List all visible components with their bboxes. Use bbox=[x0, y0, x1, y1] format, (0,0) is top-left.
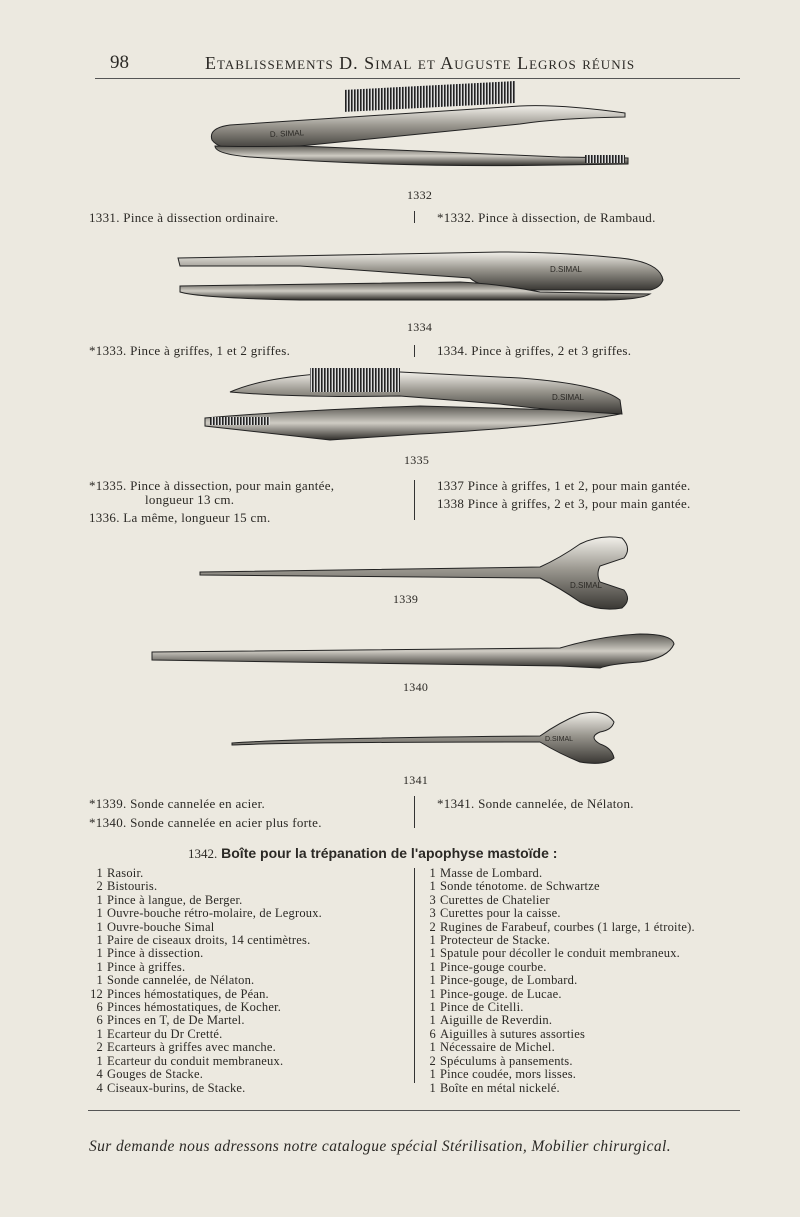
item-label: Protecteur de Stacke. bbox=[440, 933, 551, 948]
box-item bbox=[419, 947, 695, 960]
caption-1341: *1341. Sonde cannelée, de Nélaton. bbox=[437, 796, 634, 811]
item-label: Pince de Citelli. bbox=[440, 1000, 524, 1015]
forceps-1335-illustration bbox=[205, 368, 622, 440]
box-item bbox=[419, 867, 695, 880]
item-label: Ecarteur du Dr Cretté. bbox=[107, 1026, 223, 1041]
item-number-1335: 1335 bbox=[404, 453, 430, 467]
forceps-1334-illustration bbox=[178, 252, 663, 300]
item-quantity: 6 bbox=[96, 1000, 103, 1015]
box-item bbox=[86, 961, 322, 974]
item-label: Curettes de Chatelier bbox=[440, 892, 550, 907]
forceps-1332-illustration bbox=[211, 81, 628, 166]
item-quantity: 1 bbox=[96, 933, 103, 948]
box-item bbox=[86, 988, 322, 1001]
item-quantity: 1 bbox=[96, 1053, 103, 1068]
box-item bbox=[86, 934, 322, 947]
item-label: Rugines de Farabeuf, courbes (1 large, 1 étroite). bbox=[440, 919, 695, 934]
item-quantity: 1 bbox=[429, 1067, 436, 1082]
box-item bbox=[419, 988, 695, 1001]
item-label: Pince coudée, mors lisses. bbox=[440, 1067, 577, 1082]
box-item bbox=[86, 867, 322, 880]
item-quantity: 1 bbox=[96, 946, 103, 961]
item-quantity: 1 bbox=[96, 959, 103, 974]
caption-1335: *1335. Pince à dissection, pour main gantée, bbox=[89, 478, 335, 493]
item-label: Pinces hémostatiques, de Kocher. bbox=[107, 1000, 282, 1015]
caption-1331: 1331. Pince à dissection ordinaire. bbox=[89, 210, 279, 225]
box-contents-left bbox=[86, 867, 322, 1095]
box-item bbox=[419, 1001, 695, 1014]
caption-1340: *1340. Sonde cannelée en acier plus forte. bbox=[89, 815, 322, 830]
box-item bbox=[86, 1068, 322, 1081]
footer-rule bbox=[88, 1110, 740, 1111]
maker-stamp: D. SIMAL bbox=[269, 128, 305, 139]
page-number: 98 bbox=[110, 52, 129, 73]
item-label: Ouvre-bouche rétro-molaire, de Legroux. bbox=[107, 906, 323, 921]
item-label: Ciseaux-burins, de Stacke. bbox=[107, 1080, 246, 1095]
box-title-text: Boîte pour la trépanation de l'apophyse mastoïde : bbox=[221, 845, 558, 861]
item-label: Ecarteurs à griffes avec manche. bbox=[107, 1040, 276, 1055]
maker-stamp: D.SIMAL bbox=[552, 393, 585, 402]
caption-1333: *1333. Pince à griffes, 1 et 2 griffes. bbox=[89, 343, 291, 358]
box-item bbox=[86, 907, 322, 920]
caption-1338: 1338 Pince à griffes, 2 et 3, pour main gantée. bbox=[437, 496, 691, 511]
box-item bbox=[419, 894, 695, 907]
box-item bbox=[86, 1001, 322, 1014]
item-label: Bistouris. bbox=[107, 879, 158, 894]
item-label: Boîte en métal nickelé. bbox=[440, 1080, 560, 1095]
item-quantity: 1 bbox=[96, 1026, 103, 1041]
item-label: Spéculums à pansements. bbox=[440, 1053, 573, 1068]
box-item bbox=[419, 1014, 695, 1027]
box-item bbox=[86, 947, 322, 960]
box-item bbox=[419, 880, 695, 893]
column-divider bbox=[414, 345, 415, 357]
item-number-1340: 1340 bbox=[403, 680, 429, 694]
item-quantity: 4 bbox=[96, 1080, 103, 1095]
item-quantity: 1 bbox=[429, 1013, 436, 1028]
probe-1340-illustration bbox=[152, 634, 674, 668]
item-label: Aiguille de Reverdin. bbox=[440, 1013, 553, 1028]
caption-1339: *1339. Sonde cannelée en acier. bbox=[89, 796, 266, 811]
box-item bbox=[419, 1068, 695, 1081]
box-item bbox=[419, 1082, 695, 1095]
item-label: Curettes pour la caisse. bbox=[440, 906, 561, 921]
caption-1336: 1336. La même, longueur 15 cm. bbox=[89, 510, 271, 525]
item-number-1339: 1339 bbox=[393, 592, 419, 606]
caption-1337: 1337 Pince à griffes, 1 et 2, pour main gantée. bbox=[437, 478, 691, 493]
item-label: Pinces en T, de De Martel. bbox=[107, 1013, 245, 1028]
item-quantity: 1 bbox=[429, 1040, 436, 1055]
item-quantity: 1 bbox=[429, 933, 436, 948]
item-label: Ouvre-bouche Simal bbox=[107, 919, 215, 934]
item-quantity: 1 bbox=[96, 906, 103, 921]
item-label: Gouges de Stacke. bbox=[107, 1067, 204, 1082]
box-item bbox=[86, 921, 322, 934]
item-quantity: 1 bbox=[429, 946, 436, 961]
item-quantity: 12 bbox=[90, 986, 103, 1001]
caption-1332: *1332. Pince à dissection, de Rambaud. bbox=[437, 210, 656, 225]
item-number-1341: 1341 bbox=[403, 773, 429, 787]
item-label: Spatule pour décoller le conduit membraneux. bbox=[440, 946, 680, 961]
item-quantity: 3 bbox=[429, 892, 436, 907]
item-label: Pince à langue, de Berger. bbox=[107, 892, 243, 907]
item-label: Masse de Lombard. bbox=[440, 866, 543, 880]
item-label: Pince-gouge, de Lombard. bbox=[440, 973, 578, 988]
item-quantity: 1 bbox=[429, 879, 436, 894]
item-quantity: 1 bbox=[96, 892, 103, 907]
item-quantity: 2 bbox=[96, 1040, 103, 1055]
box-item bbox=[419, 961, 695, 974]
maker-stamp: D.SIMAL bbox=[570, 581, 603, 590]
item-label: Nécessaire de Michel. bbox=[440, 1040, 555, 1055]
item-label: Aiguilles à sutures assorties bbox=[440, 1026, 586, 1041]
box-item bbox=[86, 1082, 322, 1095]
box-number: 1342. bbox=[188, 846, 218, 861]
column-divider bbox=[414, 211, 415, 223]
item-label: Rasoir. bbox=[107, 866, 144, 880]
box-item bbox=[419, 1055, 695, 1068]
box-item bbox=[419, 1028, 695, 1041]
item-label: Pinces hémostatiques, de Péan. bbox=[107, 986, 269, 1001]
box-item bbox=[86, 974, 322, 987]
maker-stamp: D.SIMAL bbox=[550, 265, 583, 274]
item-label: Pince à griffes. bbox=[107, 959, 186, 974]
item-quantity: 2 bbox=[96, 879, 103, 894]
column-divider bbox=[414, 796, 415, 828]
box-item bbox=[86, 880, 322, 893]
item-quantity: 1 bbox=[96, 919, 103, 934]
maker-stamp: D.SIMAL bbox=[545, 736, 574, 743]
caption-1335-length: longueur 13 cm. bbox=[145, 492, 235, 507]
item-label: Pince-gouge. de Lucae. bbox=[440, 986, 562, 1001]
column-divider bbox=[414, 480, 415, 520]
item-quantity: 1 bbox=[429, 973, 436, 988]
box-item bbox=[419, 934, 695, 947]
item-label: Pince à dissection. bbox=[107, 946, 204, 961]
box-item bbox=[86, 1014, 322, 1027]
box-item bbox=[86, 1041, 322, 1054]
item-label: Paire de ciseaux droits, 14 centimètres. bbox=[107, 933, 311, 948]
item-quantity: 1 bbox=[429, 866, 436, 880]
item-number-1332: 1332 bbox=[407, 188, 433, 202]
item-quantity: 6 bbox=[429, 1026, 436, 1041]
item-quantity: 1 bbox=[429, 986, 436, 1001]
item-quantity: 1 bbox=[429, 1000, 436, 1015]
box-item bbox=[86, 1028, 322, 1041]
caption-1334: 1334. Pince à griffes, 2 et 3 griffes. bbox=[437, 343, 632, 358]
item-label: Pince-gouge courbe. bbox=[440, 959, 547, 974]
item-quantity: 2 bbox=[429, 919, 436, 934]
box-item bbox=[419, 921, 695, 934]
item-quantity: 1 bbox=[96, 866, 103, 880]
box-title bbox=[188, 845, 557, 862]
footer-note: Sur demande nous adressons notre catalogue spécial Stérilisation, Mobilier chirurgical. bbox=[89, 1138, 671, 1155]
item-label: Sonde cannelée, de Nélaton. bbox=[107, 973, 255, 988]
running-head: Etablissements D. Simal et Auguste Legros réunis bbox=[205, 53, 636, 73]
column-divider bbox=[414, 868, 415, 1083]
item-quantity: 1 bbox=[429, 959, 436, 974]
box-item bbox=[86, 1055, 322, 1068]
box-item bbox=[419, 974, 695, 987]
box-item bbox=[419, 907, 695, 920]
item-number-1334: 1334 bbox=[407, 320, 433, 334]
item-quantity: 2 bbox=[429, 1053, 436, 1068]
item-quantity: 3 bbox=[429, 906, 436, 921]
box-item bbox=[419, 1041, 695, 1054]
box-item bbox=[86, 894, 322, 907]
item-quantity: 4 bbox=[96, 1067, 103, 1082]
item-quantity: 1 bbox=[429, 1080, 436, 1095]
item-label: Ecarteur du conduit membraneux. bbox=[107, 1053, 284, 1068]
item-label: Sonde ténotome. de Schwartze bbox=[440, 879, 600, 894]
box-contents-right bbox=[419, 867, 695, 1095]
probe-1341-illustration bbox=[232, 712, 614, 763]
item-quantity: 1 bbox=[96, 973, 103, 988]
item-quantity: 6 bbox=[96, 1013, 103, 1028]
